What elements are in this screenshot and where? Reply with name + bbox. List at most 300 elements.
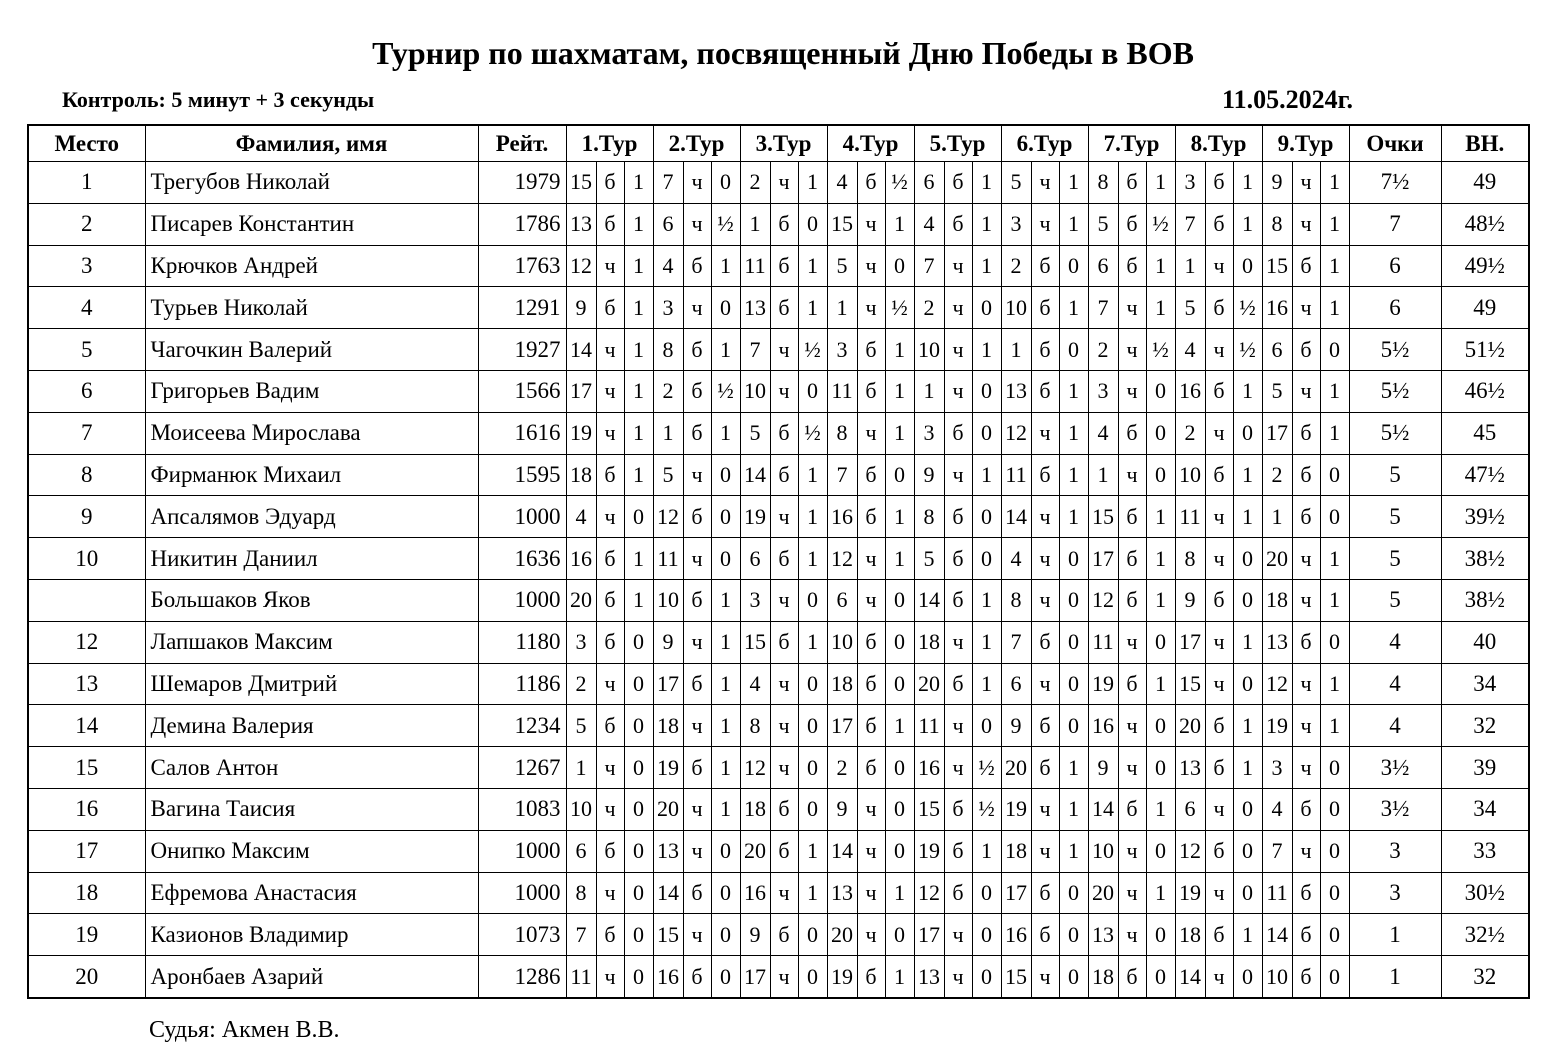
player-name-cell: Онипко Максим bbox=[145, 830, 478, 872]
player-name-cell: Аронбаев Азарий bbox=[145, 956, 478, 998]
color-cell: ч bbox=[1205, 496, 1233, 538]
color-cell: б bbox=[770, 454, 798, 496]
result-cell: 1 bbox=[1233, 914, 1262, 956]
opponent-cell: 6 bbox=[1175, 788, 1205, 830]
opponent-cell: 17 bbox=[1001, 872, 1031, 914]
color-cell: ч bbox=[1292, 830, 1320, 872]
result-cell: 0 bbox=[624, 830, 653, 872]
opponent-cell: 18 bbox=[827, 663, 857, 705]
result-cell: 1 bbox=[711, 245, 740, 287]
color-cell: б bbox=[1292, 788, 1320, 830]
opponent-cell: 11 bbox=[1175, 496, 1205, 538]
place-cell: 10 bbox=[28, 538, 145, 580]
rating-cell: 1267 bbox=[478, 747, 566, 789]
opponent-cell: 2 bbox=[1262, 454, 1292, 496]
opponent-cell: 14 bbox=[1088, 788, 1118, 830]
color-cell: ч bbox=[944, 245, 972, 287]
player-name-cell: Шемаров Дмитрий bbox=[145, 663, 478, 705]
header-round-9: 9.Тур bbox=[1262, 125, 1349, 162]
color-cell: б bbox=[944, 412, 972, 454]
color-cell: ч bbox=[944, 287, 972, 329]
opponent-cell: 11 bbox=[566, 956, 596, 998]
color-cell: ч bbox=[1031, 162, 1059, 204]
points-cell: 6 bbox=[1349, 287, 1441, 329]
result-cell: 1 bbox=[972, 329, 1001, 371]
header-round-5: 5.Тур bbox=[914, 125, 1001, 162]
color-cell: б bbox=[770, 245, 798, 287]
opponent-cell: 14 bbox=[566, 329, 596, 371]
result-cell: 1 bbox=[1059, 412, 1088, 454]
opponent-cell: 10 bbox=[740, 370, 770, 412]
color-cell: ч bbox=[1292, 705, 1320, 747]
result-cell: 0 bbox=[1146, 454, 1175, 496]
opponent-cell: 11 bbox=[653, 538, 683, 580]
result-cell: 1 bbox=[1059, 454, 1088, 496]
opponent-cell: 8 bbox=[740, 705, 770, 747]
player-name-cell: Казионов Владимир bbox=[145, 914, 478, 956]
opponent-cell: 7 bbox=[1175, 203, 1205, 245]
result-cell: 0 bbox=[711, 287, 740, 329]
opponent-cell: 16 bbox=[566, 538, 596, 580]
color-cell: б bbox=[683, 579, 711, 621]
opponent-cell: 2 bbox=[1001, 245, 1031, 287]
color-cell: б bbox=[1031, 370, 1059, 412]
header-rating: Рейт. bbox=[478, 125, 566, 162]
place-cell: 2 bbox=[28, 203, 145, 245]
color-cell: ч bbox=[944, 747, 972, 789]
result-cell: ½ bbox=[972, 747, 1001, 789]
color-cell: ч bbox=[1118, 287, 1146, 329]
opponent-cell: 4 bbox=[1001, 538, 1031, 580]
result-cell: 0 bbox=[1059, 538, 1088, 580]
result-cell: 1 bbox=[1146, 538, 1175, 580]
color-cell: б bbox=[944, 162, 972, 204]
rating-cell: 1616 bbox=[478, 412, 566, 454]
result-cell: ½ bbox=[1233, 287, 1262, 329]
result-cell: 0 bbox=[885, 245, 914, 287]
color-cell: ч bbox=[1205, 663, 1233, 705]
color-cell: б bbox=[1031, 329, 1059, 371]
points-cell: 3½ bbox=[1349, 788, 1441, 830]
tiebreak-cell: 34 bbox=[1441, 663, 1529, 705]
opponent-cell: 17 bbox=[1088, 538, 1118, 580]
opponent-cell: 17 bbox=[566, 370, 596, 412]
opponent-cell: 13 bbox=[653, 830, 683, 872]
color-cell: ч bbox=[857, 538, 885, 580]
opponent-cell: 18 bbox=[1088, 956, 1118, 998]
color-cell: б bbox=[596, 162, 624, 204]
result-cell: 1 bbox=[885, 705, 914, 747]
tiebreak-cell: 49½ bbox=[1441, 245, 1529, 287]
judge-signature: Судья: Акмен В.В. bbox=[149, 1017, 340, 1043]
opponent-cell: 4 bbox=[1175, 329, 1205, 371]
color-cell: ч bbox=[1118, 370, 1146, 412]
color-cell: б bbox=[596, 579, 624, 621]
player-name-cell: Лапшаков Максим bbox=[145, 621, 478, 663]
opponent-cell: 2 bbox=[1175, 412, 1205, 454]
color-cell: ч bbox=[683, 705, 711, 747]
color-cell: ч bbox=[1031, 203, 1059, 245]
color-cell: б bbox=[1118, 579, 1146, 621]
result-cell: 0 bbox=[972, 914, 1001, 956]
color-cell: ч bbox=[1292, 663, 1320, 705]
points-cell: 4 bbox=[1349, 705, 1441, 747]
opponent-cell: 18 bbox=[566, 454, 596, 496]
opponent-cell: 9 bbox=[1262, 162, 1292, 204]
result-cell: 1 bbox=[1320, 287, 1349, 329]
result-cell: 1 bbox=[1320, 370, 1349, 412]
result-cell: 1 bbox=[885, 370, 914, 412]
rating-cell: 1786 bbox=[478, 203, 566, 245]
opponent-cell: 13 bbox=[1262, 621, 1292, 663]
color-cell: б bbox=[1292, 496, 1320, 538]
opponent-cell: 11 bbox=[1088, 621, 1118, 663]
result-cell: 1 bbox=[972, 203, 1001, 245]
place-cell: 20 bbox=[28, 956, 145, 998]
result-cell: 1 bbox=[798, 496, 827, 538]
opponent-cell: 17 bbox=[1175, 621, 1205, 663]
color-cell: б bbox=[857, 956, 885, 998]
opponent-cell: 16 bbox=[653, 956, 683, 998]
result-cell: 1 bbox=[1146, 162, 1175, 204]
opponent-cell: 19 bbox=[653, 747, 683, 789]
opponent-cell: 14 bbox=[914, 579, 944, 621]
result-cell: 1 bbox=[885, 496, 914, 538]
result-cell: 0 bbox=[1146, 914, 1175, 956]
player-name-cell: Григорьев Вадим bbox=[145, 370, 478, 412]
color-cell: б bbox=[1292, 454, 1320, 496]
opponent-cell: 12 bbox=[1001, 412, 1031, 454]
result-cell: 0 bbox=[1320, 621, 1349, 663]
result-cell: 0 bbox=[972, 287, 1001, 329]
result-cell: 1 bbox=[1059, 496, 1088, 538]
result-cell: 1 bbox=[624, 412, 653, 454]
result-cell: 0 bbox=[1320, 454, 1349, 496]
color-cell: ч bbox=[596, 788, 624, 830]
opponent-cell: 17 bbox=[1262, 412, 1292, 454]
place-cell: 13 bbox=[28, 663, 145, 705]
color-cell: б bbox=[857, 162, 885, 204]
color-cell: б bbox=[857, 705, 885, 747]
result-cell: 1 bbox=[1233, 203, 1262, 245]
color-cell: б bbox=[683, 747, 711, 789]
color-cell: ч bbox=[596, 496, 624, 538]
color-cell: ч bbox=[857, 872, 885, 914]
opponent-cell: 12 bbox=[653, 496, 683, 538]
result-cell: 0 bbox=[1320, 747, 1349, 789]
color-cell: б bbox=[683, 872, 711, 914]
color-cell: б bbox=[944, 830, 972, 872]
opponent-cell: 18 bbox=[914, 621, 944, 663]
color-cell: б bbox=[944, 496, 972, 538]
result-cell: ½ bbox=[711, 370, 740, 412]
result-cell: 1 bbox=[1059, 162, 1088, 204]
result-cell: 0 bbox=[1320, 914, 1349, 956]
result-cell: 1 bbox=[885, 538, 914, 580]
color-cell: ч bbox=[944, 370, 972, 412]
result-cell: ½ bbox=[711, 203, 740, 245]
tiebreak-cell: 47½ bbox=[1441, 454, 1529, 496]
points-cell: 5 bbox=[1349, 538, 1441, 580]
color-cell: б bbox=[944, 203, 972, 245]
opponent-cell: 20 bbox=[1175, 705, 1205, 747]
color-cell: ч bbox=[770, 370, 798, 412]
points-cell: 7 bbox=[1349, 203, 1441, 245]
result-cell: 1 bbox=[1320, 203, 1349, 245]
result-cell: 0 bbox=[885, 830, 914, 872]
rating-cell: 1000 bbox=[478, 579, 566, 621]
result-cell: 1 bbox=[885, 956, 914, 998]
opponent-cell: 20 bbox=[827, 914, 857, 956]
rating-cell: 1286 bbox=[478, 956, 566, 998]
result-cell: 0 bbox=[972, 705, 1001, 747]
opponent-cell: 15 bbox=[1262, 245, 1292, 287]
opponent-cell: 16 bbox=[740, 872, 770, 914]
result-cell: 1 bbox=[798, 621, 827, 663]
opponent-cell: 15 bbox=[914, 788, 944, 830]
player-name-cell: Большаков Яков bbox=[145, 579, 478, 621]
opponent-cell: 20 bbox=[1001, 747, 1031, 789]
opponent-cell: 5 bbox=[827, 245, 857, 287]
opponent-cell: 10 bbox=[653, 579, 683, 621]
opponent-cell: 13 bbox=[1088, 914, 1118, 956]
opponent-cell: 6 bbox=[653, 203, 683, 245]
result-cell: 1 bbox=[1233, 747, 1262, 789]
result-cell: 0 bbox=[624, 956, 653, 998]
result-cell: 1 bbox=[885, 329, 914, 371]
opponent-cell: 11 bbox=[1001, 454, 1031, 496]
result-cell: 0 bbox=[1146, 621, 1175, 663]
color-cell: ч bbox=[683, 287, 711, 329]
result-cell: 1 bbox=[711, 747, 740, 789]
table-row bbox=[28, 412, 1529, 454]
color-cell: б bbox=[944, 663, 972, 705]
result-cell: 0 bbox=[711, 162, 740, 204]
color-cell: ч bbox=[1118, 914, 1146, 956]
result-cell: 0 bbox=[624, 705, 653, 747]
color-cell: б bbox=[596, 287, 624, 329]
opponent-cell: 7 bbox=[566, 914, 596, 956]
result-cell: 1 bbox=[1320, 663, 1349, 705]
player-name-cell: Чагочкин Валерий bbox=[145, 329, 478, 371]
opponent-cell: 3 bbox=[914, 412, 944, 454]
color-cell: ч bbox=[944, 454, 972, 496]
points-cell: 4 bbox=[1349, 621, 1441, 663]
result-cell: ½ bbox=[798, 329, 827, 371]
result-cell: 1 bbox=[1059, 370, 1088, 412]
table-row bbox=[28, 370, 1529, 412]
result-cell: 1 bbox=[1146, 788, 1175, 830]
opponent-cell: 18 bbox=[1262, 579, 1292, 621]
opponent-cell: 6 bbox=[566, 830, 596, 872]
result-cell: 0 bbox=[711, 914, 740, 956]
result-cell: 0 bbox=[624, 872, 653, 914]
result-cell: 0 bbox=[798, 370, 827, 412]
result-cell: 1 bbox=[711, 621, 740, 663]
opponent-cell: 8 bbox=[1175, 538, 1205, 580]
opponent-cell: 12 bbox=[1088, 579, 1118, 621]
rating-cell: 1083 bbox=[478, 788, 566, 830]
color-cell: ч bbox=[1031, 663, 1059, 705]
opponent-cell: 20 bbox=[653, 788, 683, 830]
result-cell: 0 bbox=[1233, 412, 1262, 454]
opponent-cell: 16 bbox=[827, 496, 857, 538]
header-round-2: 2.Тур bbox=[653, 125, 740, 162]
result-cell: 1 bbox=[711, 788, 740, 830]
opponent-cell: 14 bbox=[740, 454, 770, 496]
color-cell: б bbox=[1292, 412, 1320, 454]
place-cell: 3 bbox=[28, 245, 145, 287]
rating-cell: 1186 bbox=[478, 663, 566, 705]
result-cell: 0 bbox=[1146, 956, 1175, 998]
result-cell: 0 bbox=[711, 538, 740, 580]
rating-cell: 1000 bbox=[478, 496, 566, 538]
color-cell: ч bbox=[857, 579, 885, 621]
tiebreak-cell: 30½ bbox=[1441, 872, 1529, 914]
color-cell: б bbox=[1118, 203, 1146, 245]
opponent-cell: 2 bbox=[1088, 329, 1118, 371]
opponent-cell: 11 bbox=[740, 245, 770, 287]
color-cell: ч bbox=[1118, 872, 1146, 914]
opponent-cell: 20 bbox=[914, 663, 944, 705]
opponent-cell: 3 bbox=[566, 621, 596, 663]
color-cell: б bbox=[770, 538, 798, 580]
place-cell: 14 bbox=[28, 705, 145, 747]
result-cell: 1 bbox=[1320, 705, 1349, 747]
table-row bbox=[28, 663, 1529, 705]
color-cell: б bbox=[944, 579, 972, 621]
result-cell: 0 bbox=[711, 454, 740, 496]
result-cell: 1 bbox=[1320, 245, 1349, 287]
result-cell: 1 bbox=[1320, 162, 1349, 204]
place-cell: 17 bbox=[28, 830, 145, 872]
color-cell: ч bbox=[1292, 579, 1320, 621]
color-cell: ч bbox=[1118, 329, 1146, 371]
result-cell: 0 bbox=[1059, 663, 1088, 705]
color-cell: ч bbox=[770, 496, 798, 538]
opponent-cell: 6 bbox=[1088, 245, 1118, 287]
result-cell: 1 bbox=[972, 454, 1001, 496]
place-cell bbox=[28, 579, 145, 621]
result-cell: 1 bbox=[972, 579, 1001, 621]
color-cell: ч bbox=[1118, 705, 1146, 747]
color-cell: ч bbox=[1292, 370, 1320, 412]
result-cell: 1 bbox=[1233, 162, 1262, 204]
color-cell: ч bbox=[770, 329, 798, 371]
result-cell: 1 bbox=[1233, 496, 1262, 538]
color-cell: б bbox=[1031, 454, 1059, 496]
result-cell: 1 bbox=[1059, 747, 1088, 789]
opponent-cell: 19 bbox=[827, 956, 857, 998]
color-cell: б bbox=[1031, 245, 1059, 287]
opponent-cell: 15 bbox=[1088, 496, 1118, 538]
color-cell: б bbox=[1292, 329, 1320, 371]
points-cell: 1 bbox=[1349, 914, 1441, 956]
result-cell: 1 bbox=[624, 245, 653, 287]
result-cell: 1 bbox=[1059, 287, 1088, 329]
tiebreak-cell: 49 bbox=[1441, 162, 1529, 204]
color-cell: ч bbox=[1292, 538, 1320, 580]
result-cell: 1 bbox=[624, 162, 653, 204]
player-name-cell: Турьев Николай bbox=[145, 287, 478, 329]
points-cell: 5 bbox=[1349, 496, 1441, 538]
result-cell: 1 bbox=[624, 287, 653, 329]
opponent-cell: 17 bbox=[740, 956, 770, 998]
opponent-cell: 19 bbox=[914, 830, 944, 872]
result-cell: 0 bbox=[885, 579, 914, 621]
color-cell: б bbox=[1292, 914, 1320, 956]
tournament-date: 11.05.2024г. bbox=[1222, 85, 1353, 114]
table-row bbox=[28, 914, 1529, 956]
opponent-cell: 4 bbox=[1262, 788, 1292, 830]
color-cell: ч bbox=[596, 370, 624, 412]
opponent-cell: 1 bbox=[827, 287, 857, 329]
place-cell: 4 bbox=[28, 287, 145, 329]
opponent-cell: 5 bbox=[1001, 162, 1031, 204]
color-cell: б bbox=[770, 621, 798, 663]
opponent-cell: 10 bbox=[566, 788, 596, 830]
result-cell: 0 bbox=[798, 663, 827, 705]
color-cell: б bbox=[857, 329, 885, 371]
result-cell: 1 bbox=[711, 579, 740, 621]
place-cell: 5 bbox=[28, 329, 145, 371]
place-cell: 6 bbox=[28, 370, 145, 412]
opponent-cell: 5 bbox=[653, 454, 683, 496]
table-row bbox=[28, 788, 1529, 830]
result-cell: ½ bbox=[798, 412, 827, 454]
result-cell: 0 bbox=[624, 496, 653, 538]
points-cell: 3½ bbox=[1349, 747, 1441, 789]
color-cell: б bbox=[1292, 621, 1320, 663]
opponent-cell: 2 bbox=[914, 287, 944, 329]
color-cell: б bbox=[857, 454, 885, 496]
result-cell: 0 bbox=[885, 747, 914, 789]
player-name-cell: Трегубов Николай bbox=[145, 162, 478, 204]
opponent-cell: 1 bbox=[740, 203, 770, 245]
table-row bbox=[28, 830, 1529, 872]
opponent-cell: 19 bbox=[1175, 872, 1205, 914]
place-cell: 18 bbox=[28, 872, 145, 914]
color-cell: ч bbox=[596, 329, 624, 371]
opponent-cell: 10 bbox=[1001, 287, 1031, 329]
points-cell: 4 bbox=[1349, 663, 1441, 705]
points-cell: 3 bbox=[1349, 830, 1441, 872]
header-round-6: 6.Тур bbox=[1001, 125, 1088, 162]
opponent-cell: 9 bbox=[653, 621, 683, 663]
opponent-cell: 19 bbox=[1262, 705, 1292, 747]
color-cell: б bbox=[770, 788, 798, 830]
result-cell: 1 bbox=[711, 705, 740, 747]
table-row bbox=[28, 496, 1529, 538]
result-cell: ½ bbox=[972, 788, 1001, 830]
tiebreak-cell: 38½ bbox=[1441, 579, 1529, 621]
color-cell: ч bbox=[1205, 245, 1233, 287]
opponent-cell: 4 bbox=[740, 663, 770, 705]
header-place: Место bbox=[28, 125, 145, 162]
points-cell: 7½ bbox=[1349, 162, 1441, 204]
result-cell: 1 bbox=[1320, 412, 1349, 454]
opponent-cell: 5 bbox=[914, 538, 944, 580]
color-cell: ч bbox=[683, 914, 711, 956]
color-cell: б bbox=[857, 747, 885, 789]
opponent-cell: 13 bbox=[1175, 747, 1205, 789]
result-cell: 0 bbox=[798, 788, 827, 830]
tiebreak-cell: 46½ bbox=[1441, 370, 1529, 412]
opponent-cell: 18 bbox=[1175, 914, 1205, 956]
opponent-cell: 3 bbox=[1088, 370, 1118, 412]
color-cell: б bbox=[596, 454, 624, 496]
table-row bbox=[28, 245, 1529, 287]
